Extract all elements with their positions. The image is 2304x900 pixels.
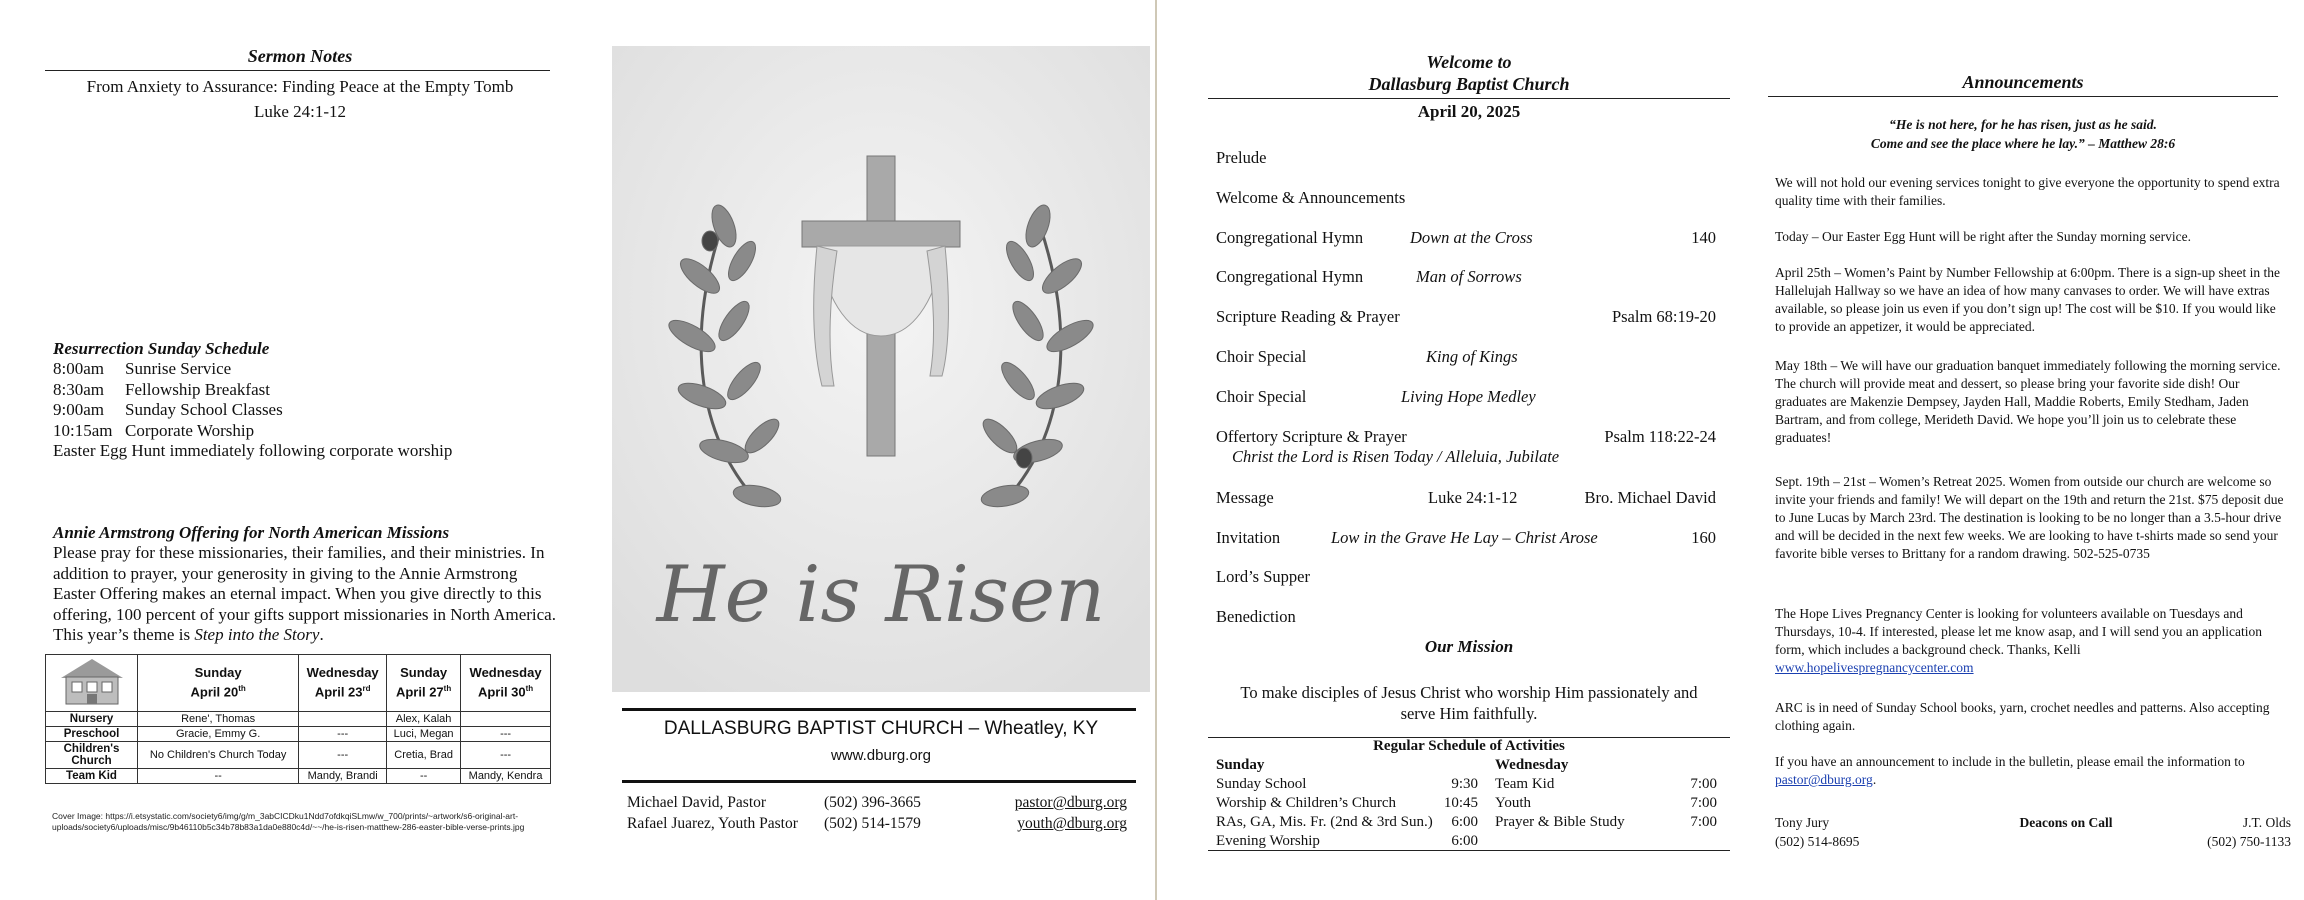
wednesday-schedule	[1495, 756, 1717, 832]
wednesday-heading: Wednesday	[1495, 757, 1569, 773]
order-item-label: Choir Special	[1216, 347, 1307, 366]
staff-email-link[interactable]: youth@dburg.org	[1017, 815, 1127, 832]
activity-name: Sunday School	[1216, 776, 1307, 792]
order-item-detail: King of Kings	[1426, 347, 1518, 366]
table-cell: ---	[461, 742, 551, 769]
table-cell: Luci, Megan	[387, 727, 461, 742]
table-cell	[299, 712, 387, 727]
welcome-line2: Dallasburg Baptist Church	[1368, 74, 1570, 94]
sunday-schedule	[1216, 756, 1478, 851]
order-item	[1216, 528, 1716, 548]
schedule-event: Sunrise Service	[125, 359, 232, 378]
activity-name: RAs, GA, Mis. Fr. (2nd & 3rd Sun.)	[1216, 814, 1433, 830]
easter-verse	[1768, 115, 2278, 153]
cover-rule-bottom	[622, 780, 1136, 783]
staff-phone: (502) 514-1579	[824, 815, 921, 832]
table-cell: Alex, Kalah	[387, 712, 461, 727]
row-label: Preschool	[46, 727, 138, 742]
cross-wreath-icon	[612, 46, 1150, 692]
schedule-time: 9:00am	[53, 400, 104, 419]
deacon-phone: (502) 750-1133	[2207, 834, 2291, 849]
nursery-day: Sunday	[194, 665, 242, 681]
order-item-number: 160	[1691, 528, 1716, 547]
activity-time: 10:45	[1443, 795, 1478, 811]
schedule-item	[53, 400, 553, 421]
cover-rule-top	[622, 708, 1136, 711]
schedule-time: 8:30am	[53, 379, 104, 399]
table-cell: Mandy, Brandi	[299, 769, 387, 784]
order-item-label: Message	[1216, 488, 1274, 507]
order-item-detail: Man of Sorrows	[1416, 267, 1522, 286]
pregnancy-link[interactable]: www.hopelivespregnancycenter.com	[1775, 660, 1974, 675]
activity-row	[1216, 832, 1478, 851]
resurrection-heading: Resurrection Sunday Schedule	[53, 339, 270, 358]
staff-phone: (502) 396-3665	[824, 794, 921, 811]
cover-image-credit: Cover Image: https://i.etsystatic.com/society6/img/g/m_3abCICDku1Ndd7ofdkqiSLmw/w_700/prints/~artwork/s6-original-art-uploads/society6/uploads/misc/9b46110b5c34b78b83a1da0e880c4d/~~/he-is-risen-matthew-286-easter-bible-verse-prints.jpg	[52, 811, 525, 832]
activity-name: Team Kid	[1495, 776, 1555, 792]
order-item	[1216, 387, 1716, 407]
deacon-name: J.T. Olds	[2242, 815, 2291, 830]
table-row	[46, 769, 551, 784]
nursery-date-text: April 20	[190, 684, 239, 700]
house-icon	[57, 656, 127, 706]
nursery-table	[45, 654, 551, 784]
order-item-label: Congregational Hymn	[1216, 228, 1364, 247]
nursery-col-3	[461, 655, 551, 712]
page-fold	[1155, 0, 1157, 900]
order-item	[1216, 347, 1716, 367]
deacons-label: Deacons on Call	[2019, 815, 2113, 830]
row-label: Team Kid	[46, 769, 138, 784]
offering-body	[53, 543, 558, 646]
activity-time: 6:00	[1451, 814, 1478, 830]
offering-section	[53, 523, 558, 646]
table-row	[46, 742, 551, 769]
welcome-line1: Welcome to	[1426, 52, 1512, 72]
verse-line: “He is not here, for he has risen, just as he said.	[1889, 117, 2157, 132]
staff-name: Michael David, Pastor	[627, 794, 767, 811]
order-item	[1216, 488, 1716, 508]
schedule-event: Corporate Worship	[125, 420, 255, 440]
staff-name: Rafael Juarez, Youth Pastor	[627, 815, 798, 832]
nursery-col-1	[299, 655, 387, 712]
mission-heading: Our Mission	[1424, 637, 1514, 656]
church-website: www.dburg.org	[830, 747, 932, 764]
order-item-label: Benediction	[1216, 607, 1296, 626]
schedule-item	[53, 380, 553, 401]
order-item-detail: Low in the Grave He Lay – Christ Arose	[1331, 528, 1598, 547]
announcement-submit	[1775, 753, 2285, 789]
activity-time: 6:00	[1451, 833, 1478, 849]
offering-text: Please pray for these missionaries, their families, and their ministries. In addition to prayer, your generosity in giving to the Annie Armstrong Easter Offering makes an eternal impact. When you give directly to this offering, 100 percent of your gifts support missionaries in North America. This year’s theme is	[53, 543, 556, 644]
verse-line: Come and see the place where he lay.” – Matthew 28:6	[1870, 136, 2176, 151]
order-item	[1216, 188, 1716, 208]
table-cell: No Children's Church Today	[138, 742, 299, 769]
nursery-day: Wednesday	[306, 665, 379, 681]
activity-row	[1216, 794, 1478, 813]
nursery-date-sup: th	[443, 684, 452, 694]
order-item	[1216, 567, 1716, 587]
table-cell: ---	[299, 727, 387, 742]
sermon-reference: Luke 24:1-12	[253, 102, 347, 121]
order-item-label: Invitation	[1216, 528, 1281, 547]
activity-row	[1495, 813, 1717, 832]
activity-time: 7:00	[1690, 776, 1717, 792]
nursery-date	[140, 681, 296, 700]
order-item-label: Choir Special	[1216, 387, 1307, 406]
announcement-evening: We will not hold our evening services tonight to give everyone the opportunity to spend extra quality time with their families.	[1775, 175, 2280, 208]
announcement-egg-hunt: Today – Our Easter Egg Hunt will be right after the Sunday morning service.	[1775, 229, 2191, 244]
table-row	[46, 727, 551, 742]
staff-email-link[interactable]: pastor@dburg.org	[1014, 794, 1127, 811]
activity-time: 7:00	[1690, 795, 1717, 811]
order-item	[1216, 607, 1716, 627]
announcement-pregnancy-center	[1775, 605, 2285, 677]
order-item	[1216, 267, 1716, 287]
nursery-date-sup: rd	[362, 684, 371, 694]
schedule-time: 10:15am	[53, 420, 113, 440]
activity-name: Youth	[1495, 795, 1531, 811]
nursery-date-sup: th	[238, 684, 246, 694]
schedule-item	[53, 359, 553, 380]
nursery-date-text: April 27	[395, 684, 444, 700]
activity-row	[1495, 775, 1717, 794]
offering-end: .	[319, 625, 324, 644]
table-cell: Rene', Thomas	[138, 712, 299, 727]
order-item	[1216, 307, 1716, 327]
schedule-rule-bottom	[1208, 850, 1730, 851]
order-item-number: Psalm 118:22-24	[1604, 427, 1716, 446]
nursery-day: Wednesday	[469, 665, 542, 681]
table-cell: ---	[299, 742, 387, 769]
offertory-music: Christ the Lord is Risen Today / Alleluia, Jubilate	[1232, 447, 1560, 466]
table-cell: ---	[461, 727, 551, 742]
nursery-date-text: April 30	[477, 684, 526, 700]
order-item-label: Lord’s Supper	[1216, 567, 1310, 586]
table-cell: Gracie, Emmy G.	[138, 727, 299, 742]
order-item-detail: Down at the Cross	[1410, 228, 1533, 247]
offering-theme: Step into the Story	[194, 625, 320, 644]
table-row	[46, 712, 551, 727]
nursery-date-text: April 23	[314, 684, 363, 700]
submit-email-link[interactable]: pastor@dburg.org	[1775, 772, 1873, 787]
order-item	[1216, 228, 1716, 248]
nursery-col-0	[138, 655, 299, 712]
order-item-label: Welcome & Announcements	[1216, 188, 1406, 207]
nursery-logo-cell	[46, 655, 138, 712]
egg-hunt-note: Easter Egg Hunt immediately following corporate worship	[53, 441, 453, 460]
order-item-label: Scripture Reading & Prayer	[1216, 307, 1400, 326]
deacon-phone: (502) 514-8695	[1775, 834, 1860, 849]
table-cell: --	[138, 769, 299, 784]
nursery-date	[301, 681, 384, 700]
schedule-event: Fellowship Breakfast	[125, 379, 270, 399]
activity-row	[1216, 813, 1478, 832]
order-item-label: Prelude	[1216, 148, 1267, 167]
submit-text: If you have an announcement to include in the bulletin, please email the information to	[1775, 754, 2245, 769]
order-item-number: Psalm 68:19-20	[1611, 307, 1716, 326]
nursery-date	[463, 681, 548, 700]
schedule-item	[53, 421, 553, 442]
deacon-name: Tony Jury	[1775, 815, 1830, 830]
activity-row	[1216, 775, 1478, 794]
activity-name: Worship & Children’s Church	[1216, 795, 1397, 811]
staff-row	[627, 815, 1127, 833]
order-item-number: 140	[1691, 228, 1716, 247]
order-item-detail: Luke 24:1-12	[1428, 488, 1518, 507]
nursery-date	[389, 681, 458, 700]
order-item	[1216, 148, 1716, 168]
announcements-rule	[1768, 96, 2278, 97]
schedule-event: Sunday School Classes	[125, 400, 283, 419]
activity-time: 7:00	[1690, 814, 1717, 830]
nursery-col-2	[387, 655, 461, 712]
sermon-title: From Anxiety to Assurance: Finding Peace at the Empty Tomb	[86, 77, 514, 96]
sermon-notes-heading: Sermon Notes	[247, 46, 353, 66]
order-item	[1216, 427, 1716, 447]
resurrection-schedule	[53, 339, 553, 461]
activity-name: Prayer & Bible Study	[1495, 814, 1625, 830]
service-date: April 20, 2025	[1417, 102, 1521, 121]
activity-name: Evening Worship	[1216, 833, 1320, 849]
welcome-rule	[1208, 98, 1730, 99]
regular-heading: Regular Schedule of Activities	[1373, 738, 1565, 754]
deacons-on-call	[1775, 813, 2291, 851]
cover-image	[612, 46, 1150, 692]
pregnancy-text: The Hope Lives Pregnancy Center is looking for volunteers available on Tuesdays and Thursdays, 10-4. If interested, please let me know asap, and I will send you an application form, which includes a background check. Thanks, Kelli	[1775, 606, 2262, 657]
announcement-paint: April 25th – Women’s Paint by Number Fellowship at 6:00pm. There is a sign-up sheet in the Hallelujah Hallway so we have an idea of how many canvases to order. We will have extras available, so please join us even if you don’t sign up! The cost will be $10. If you would like to provide an appetizer, it would be appreciated.	[1775, 265, 2280, 334]
announcement-retreat: Sept. 19th – 21st – Women’s Retreat 2025. Women from outside our church are welcome so invite your friends and family! We will depart on the 19th and return the 21st. $75 deposit due to June Lucas by March 23rd. The destination is looking to be no longer than a 3.5-hour drive and will be decided in the next few weeks. We are looking to have t-shirts made so send your favorite bible verses to Brittany for a random drawing. 502-525-0735	[1775, 474, 2284, 561]
mission-text: To make disciples of Jesus Christ who worship Him passionately and serve Him faithfully.	[1240, 683, 1698, 723]
nursery-day: Sunday	[400, 665, 448, 681]
submit-end: .	[1872, 772, 1877, 787]
church-name: DALLASBURG BAPTIST CHURCH – Wheatley, KY	[663, 718, 1099, 739]
sunday-heading: Sunday	[1216, 757, 1265, 773]
cover-script-text: He is Risen	[656, 550, 1106, 640]
sermon-rule	[45, 70, 550, 71]
row-label: Nursery	[46, 712, 138, 727]
offering-heading: Annie Armstrong Offering for North American Missions	[53, 523, 450, 542]
order-item-detail: Living Hope Medley	[1401, 387, 1536, 406]
table-cell	[461, 712, 551, 727]
announcement-arc: ARC is in need of Sunday School books, yarn, crochet needles and patterns. Also accepting clothing again.	[1775, 700, 2270, 733]
table-cell: --	[387, 769, 461, 784]
staff-row	[627, 794, 1127, 812]
order-item-label: Congregational Hymn	[1216, 267, 1364, 286]
order-item-number: Bro. Michael David	[1584, 488, 1716, 507]
table-cell: Cretia, Brad	[387, 742, 461, 769]
announcement-graduation: May 18th – We will have our graduation banquet immediately following the morning service. The church will provide meat and dessert, so please bring your favorite side dish! Our graduates are Makenzie Dempsey, Jayden Hall, Maddie Roberts, Emily Stedham, Jaden Bartram, and from college, Merideth David. We hope you’ll join us to celebrate these graduates!	[1775, 358, 2281, 445]
announcements-heading: Announcements	[1962, 72, 2084, 92]
nursery-date-sup: th	[525, 684, 534, 694]
table-cell: Mandy, Kendra	[461, 769, 551, 784]
row-label: Children's Church	[46, 742, 138, 769]
activity-row	[1495, 794, 1717, 813]
order-item-label: Offertory Scripture & Prayer	[1216, 427, 1407, 446]
schedule-time: 8:00am	[53, 359, 104, 378]
activity-time: 9:30	[1451, 776, 1478, 792]
